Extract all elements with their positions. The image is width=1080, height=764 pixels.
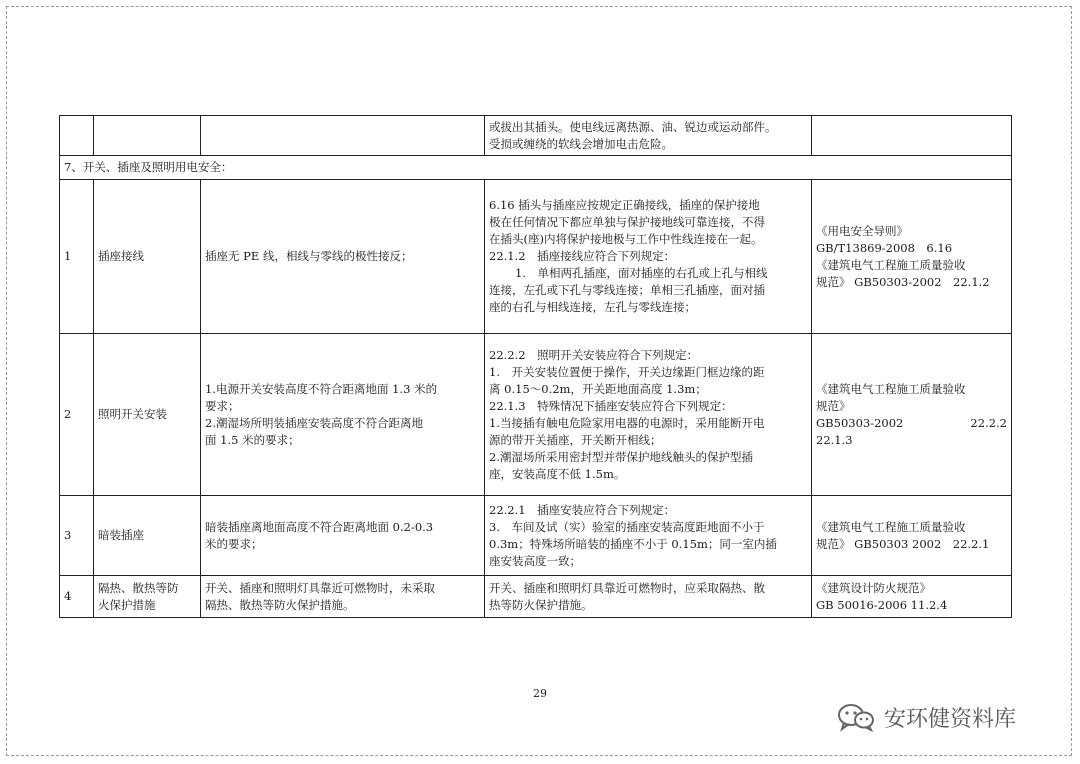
section-row (60, 156, 1012, 180)
cell-item: 插座接线 (94, 180, 201, 334)
section-title: 7、开关、插座及照明用电安全： (60, 156, 1012, 180)
cell-no: 2 (60, 334, 94, 496)
cell-problem (201, 116, 485, 156)
text-line: 2.潮湿场所采用密封型并带保护地线触头的保护型插 (489, 449, 753, 464)
cell-reference (812, 116, 1012, 156)
text-line: 热等防火保护措施。 (489, 597, 593, 612)
table-row (60, 180, 1012, 334)
table-row (60, 576, 1012, 618)
text-line: 连接，左孔或下孔与零线连接；单相三孔插座，面对插 (489, 283, 765, 297)
text-line: 规范》 GB50303-2002 22.1.2 (816, 274, 990, 289)
cell-reference (812, 334, 1012, 496)
cell-item (94, 116, 201, 156)
text-line: 或拔出其插头。使电线远离热源、油、锐边或运动部件。 (489, 119, 777, 134)
wechat-icon (836, 702, 876, 732)
text-line: 要求； (205, 398, 240, 413)
table-row (60, 334, 1012, 496)
text-line: 1.当接插有触电危险家用电器的电源时，采用能断开电 (489, 415, 765, 430)
text-line: 火保护措施 (98, 597, 156, 612)
text-line: 规范》 GB50303 2002 22.2.1 (816, 536, 990, 551)
text-line: GB 50016-2006 11.2.4 (816, 597, 948, 612)
text-line: 面 1.5 米的要求； (205, 432, 300, 447)
cell-problem (201, 334, 485, 496)
text-line: 源的带开关插座，开关断开相线； (489, 432, 662, 447)
text-line: 座，安装高度不低 1.5m。 (489, 466, 626, 481)
text-line: 隔热、散热等防火保护措施。 (205, 597, 355, 612)
cell-problem (201, 576, 485, 618)
text-line: 在插头(座)内将保护接地极与工作中性线连接在一起。 (489, 232, 763, 246)
page-number: 29 (533, 687, 547, 700)
watermark (836, 700, 1016, 734)
cell-item: 照明开关安装 (94, 334, 201, 496)
text-line: 1.电源开关安装高度不符合距离地面 1.3 米的 (205, 381, 438, 396)
cell-no (60, 116, 94, 156)
text-line: 《建筑设计防火规范》 (816, 580, 931, 595)
cell-no: 1 (60, 180, 94, 334)
cell-reference (812, 576, 1012, 618)
safety-standards-table (59, 115, 1012, 618)
cell-requirement (485, 496, 812, 576)
cell-requirement (485, 334, 812, 496)
text-line: 隔热、散热等防 (98, 580, 179, 595)
text-line: 座安装高度一致； (489, 553, 581, 568)
text-line: 《用电安全导则》 (816, 223, 908, 238)
text-line: 22.1.2 插座接线应符合下列规定： (489, 249, 676, 263)
cell-problem: 插座无 PE 线，相线与零线的极性接反； (201, 180, 485, 334)
cell-reference (812, 496, 1012, 576)
text-line: 座的右孔与相线连接，左孔与零线连接； (489, 300, 696, 314)
text-line: 22.2.2 照明开关安装应符合下列规定： (489, 347, 699, 362)
text-line: 《建筑电气工程施工质量验收 (816, 381, 966, 396)
cell-item (94, 576, 201, 618)
reference-code: GB50303-2002 (816, 415, 904, 430)
text-line: 0.3m；特殊场所暗装的插座不小于 0.15m；同一室内插 (489, 536, 777, 551)
text-line: 3. 车间及试（实）验室的插座安装高度距地面不小于 (489, 519, 765, 534)
text-line: 22.1.3 特殊情况下插座安装应符合下列规定： (489, 398, 733, 413)
text-line: 22.1.3 (816, 432, 853, 447)
text-line: 22.2.1 插座安装应符合下列规定： (489, 502, 676, 517)
text-line: 离 0.15～0.2m，开关距地面高度 1.3m； (489, 381, 707, 396)
cell-no: 3 (60, 496, 94, 576)
cell-requirement (485, 116, 812, 156)
text-line: GB/T13869-2008 6.16 (816, 240, 953, 255)
text-line: 2.潮湿场所明装插座安装高度不符合距离地 (205, 415, 423, 430)
cell-item: 暗装插座 (94, 496, 201, 576)
text-line: 6.16 插头与插座应按规定正确接线，插座的保护接地 (489, 198, 760, 212)
table-row (60, 116, 1012, 156)
table-row (60, 496, 1012, 576)
reference-clause: 22.2.2 (970, 415, 1007, 430)
cell-reference (812, 180, 1012, 334)
text-line: 《建筑电气工程施工质量验收 (816, 519, 966, 534)
cell-requirement (485, 180, 812, 334)
watermark-text: 安环健资料库 (884, 706, 1017, 732)
text-line: 暗装插座离地面高度不符合距离地面 0.2-0.3 (205, 519, 434, 534)
text-line (816, 415, 1007, 432)
cell-requirement (485, 576, 812, 618)
cell-problem (201, 496, 485, 576)
text-line: 开关、插座和照明灯具靠近可燃物时，应采取隔热、散 (489, 580, 765, 595)
text-line: 极在任何情况下都应单独与保护接地线可靠连接，不得 (489, 215, 765, 229)
cell-no: 4 (60, 576, 94, 618)
text-line: 规范》 (816, 398, 851, 413)
text-line: 1. 开关安装位置便于操作，开关边缘距门框边缘的距 (489, 364, 765, 379)
text-line: 米的要求； (205, 536, 263, 551)
text-line: 受损或缠绕的软线会增加电击危险。 (489, 136, 673, 151)
text-line: 《建筑电气工程施工质量验收 (816, 257, 966, 272)
text-line: 开关、插座和照明灯具靠近可燃物时，未采取 (205, 580, 435, 595)
text-line: 1. 单相两孔插座，面对插座的右孔或上孔与相线 (515, 266, 768, 280)
